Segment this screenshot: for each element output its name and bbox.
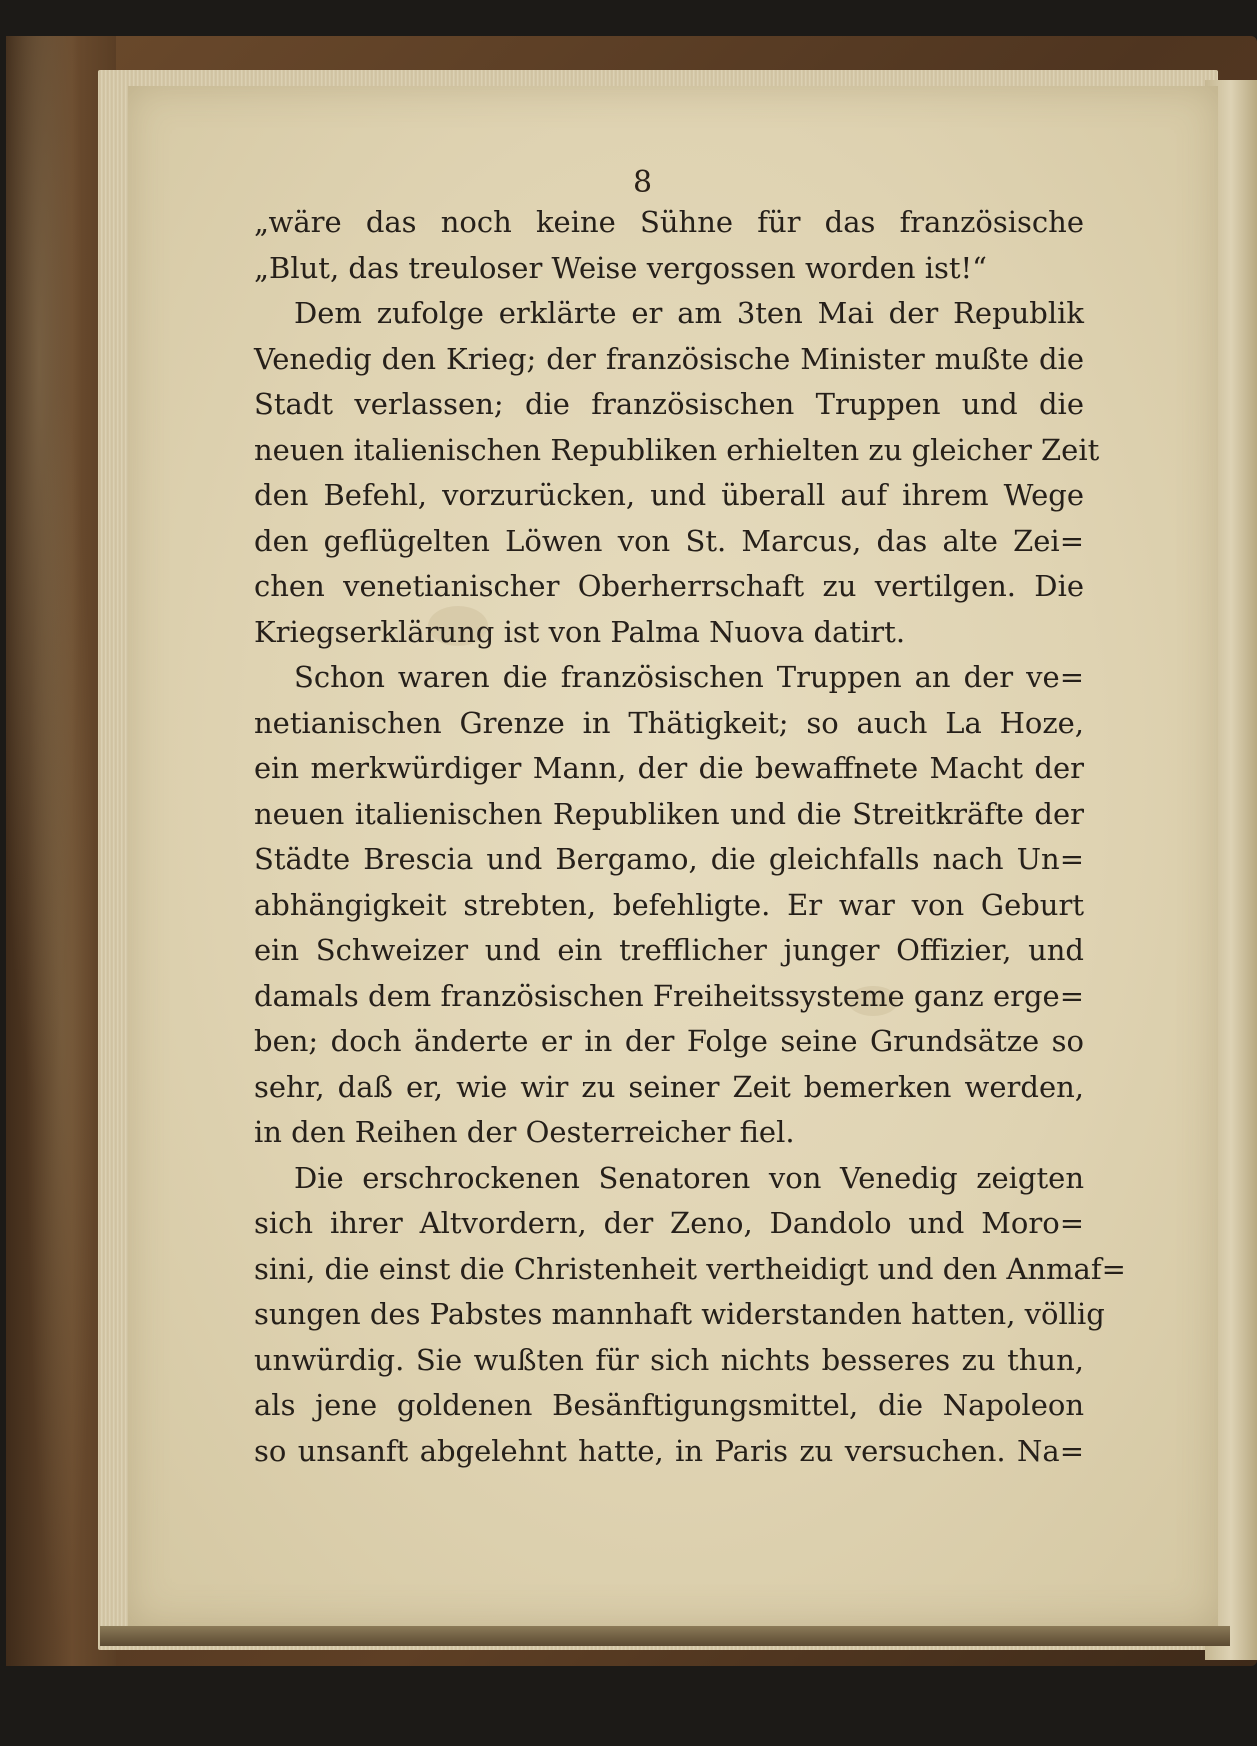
text-line: sungen des Pabstes mannhaft widerstanden hatten, völlig [254, 1297, 1105, 1331]
text-line: netianischen Grenze in Thätigkeit; so auch La Hoze, [254, 705, 1084, 740]
text-line: so unsanft abgelehnt hatte, in Paris zu versuchen. Na= [254, 1433, 1084, 1468]
text-line: sich ihrer Altvordern, der Zeno, Dandolo und Moro= [254, 1206, 1084, 1240]
text-line: den Befehl, vorzurücken, und überall auf ihrem Wege [254, 478, 1084, 512]
text-line: neuen italienischen Republiken erhielten zu gleicher Zeit [254, 432, 1100, 467]
text-line: damals dem französischen Freiheitssysteme ganz erge= [254, 978, 1084, 1013]
text-line: Venedig den Krieg; der französische Minister mußte die [254, 341, 1084, 376]
text-line: ein merkwürdiger Mann, der die bewaffnete Macht der [254, 751, 1084, 785]
text-line: sehr, daß er, wie wir zu seiner Zeit bemerken werden, [254, 1069, 1084, 1104]
text-line: als jene goldenen Besänftigungsmittel, die Napoleon [254, 1388, 1084, 1422]
text-line: in den Reihen der Oesterreicher fiel. [254, 1115, 795, 1149]
text-line: Die erschrockenen Senatoren von Venedig zeigten [294, 1160, 1084, 1195]
text-line: „Blut, das treuloser Weise vergossen worden ist!“ [254, 250, 988, 285]
text-line: „wäre das noch keine Sühne für das französische [254, 205, 1084, 239]
text-line: chen venetianischer Oberherrschaft zu vertilgen. Die [254, 569, 1084, 603]
text-line: neuen italienischen Republiken und die Streitkräfte der [254, 796, 1084, 831]
text-line: Schon waren die französischen Truppen an der ve= [294, 660, 1084, 694]
page-number: 8 [632, 165, 653, 200]
text-line: Kriegserklärung ist von Palma Nuova datirt. [254, 614, 906, 649]
text-line: Städte Brescia und Bergamo, die gleichfalls nach Un= [254, 842, 1084, 876]
text-line: ein Schweizer und ein trefflicher junger Offizier, und [254, 933, 1084, 967]
text-line: unwürdig. Sie wußten für sich nichts besseres zu thun, [254, 1342, 1084, 1377]
text-line: Stadt verlassen; die französischen Truppen und die [254, 387, 1084, 421]
text-line: abhängigkeit strebten, befehligte. Er war von Geburt [254, 887, 1084, 922]
text-line: sini, die einst die Christenheit vertheidigt und den Anmaf= [254, 1251, 1126, 1286]
text-line: den geflügelten Löwen von St. Marcus, das alte Zei= [254, 523, 1084, 558]
text-line: ben; doch änderte er in der Folge seine Grundsätze so [254, 1024, 1084, 1058]
text-line: Dem zufolge erklärte er am 3ten Mai der Republik [294, 296, 1084, 330]
bottom-cover-edge [100, 1626, 1230, 1646]
body-text [254, 200, 1126, 1474]
